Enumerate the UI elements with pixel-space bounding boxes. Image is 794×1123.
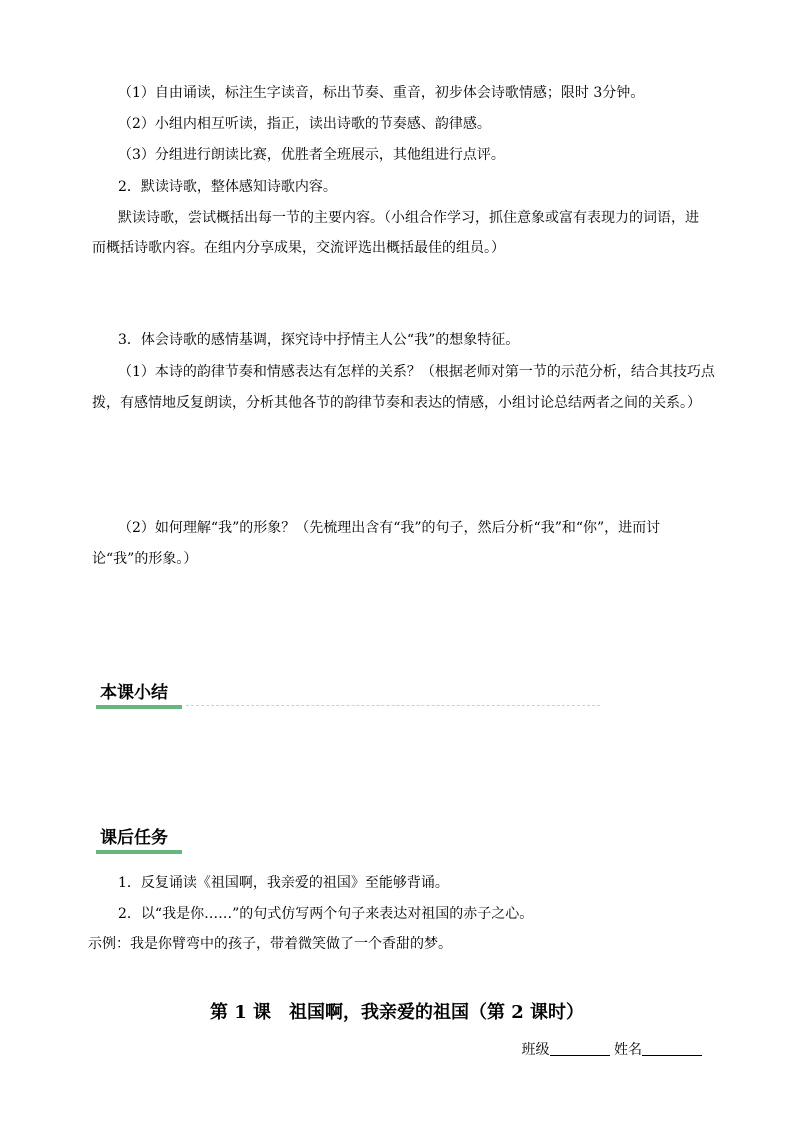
step2-paragraph-line2: 而概括诗歌内容。在组内分享成果，交流评选出概括最佳的组员。）	[92, 240, 505, 256]
class-label: 班级	[521, 1042, 550, 1058]
step3-q2-line1: （2）如何理解“我”的形象？（先梳理出含有“我”的句子，然后分析“我”和“你”，进而讨	[118, 520, 661, 536]
step3-heading: 3．体会诗歌的感情基调，探究诗中抒情主人公“我”的想象特征。	[118, 332, 520, 348]
step1-item-1: （1）自由诵读，标注生字读音，标出节奏、重音，初步体会诗歌情感；限时 3分钟。	[118, 85, 645, 101]
step1-item-2: （2）小组内相互听读，指正，读出诗歌的节奏感、韵律感。	[118, 116, 491, 132]
homework-underline	[96, 850, 182, 854]
summary-underline	[96, 705, 182, 709]
homework-item-2: 2．以“我是你……”的句式仿写两个句子来表达对祖国的赤子之心。	[118, 906, 534, 922]
next-lesson-title: 第 1 课 祖国啊，我亲爱的祖国（第 2 课时）	[209, 1002, 585, 1023]
homework-section-heading	[96, 826, 188, 854]
summary-section-heading	[96, 681, 188, 709]
step1-item-3: （3）分组进行朗读比赛，优胜者全班展示，其他组进行点评。	[118, 147, 505, 163]
name-label: 姓名	[614, 1042, 642, 1058]
step3-q1-line1: （1）本诗的韵律节奏和情感表达有怎样的关系？（根据老师对第一节的示范分析，结合其技巧点	[118, 364, 715, 380]
step3-q1-line2: 拨，有感情地反复朗读，分析其他各节的韵律节奏和表达的情感，小组讨论总结两者之间的关系。）	[92, 395, 701, 411]
class-blank[interactable]	[550, 1041, 610, 1056]
homework-title: 课后任务	[100, 828, 168, 848]
homework-item-1: 1．反复诵读《祖国啊，我亲爱的祖国》至能够背诵。	[118, 875, 449, 891]
step3-q2-line2: 论“我”的形象。）	[92, 551, 198, 567]
class-name-line	[522, 1040, 702, 1060]
name-blank[interactable]	[642, 1041, 702, 1056]
step2-heading: 2．默读诗歌，整体感知诗歌内容。	[118, 179, 337, 195]
homework-example: 示例：我是你臂弯中的孩子，带着微笑做了一个香甜的梦。	[88, 936, 452, 952]
step2-paragraph-line1: 默读诗歌，尝试概括出每一节的主要内容。（小组合作学习，抓住意象或富有表现力的词语，进	[118, 210, 699, 226]
summary-divider	[186, 705, 600, 706]
summary-title: 本课小结	[100, 683, 168, 703]
